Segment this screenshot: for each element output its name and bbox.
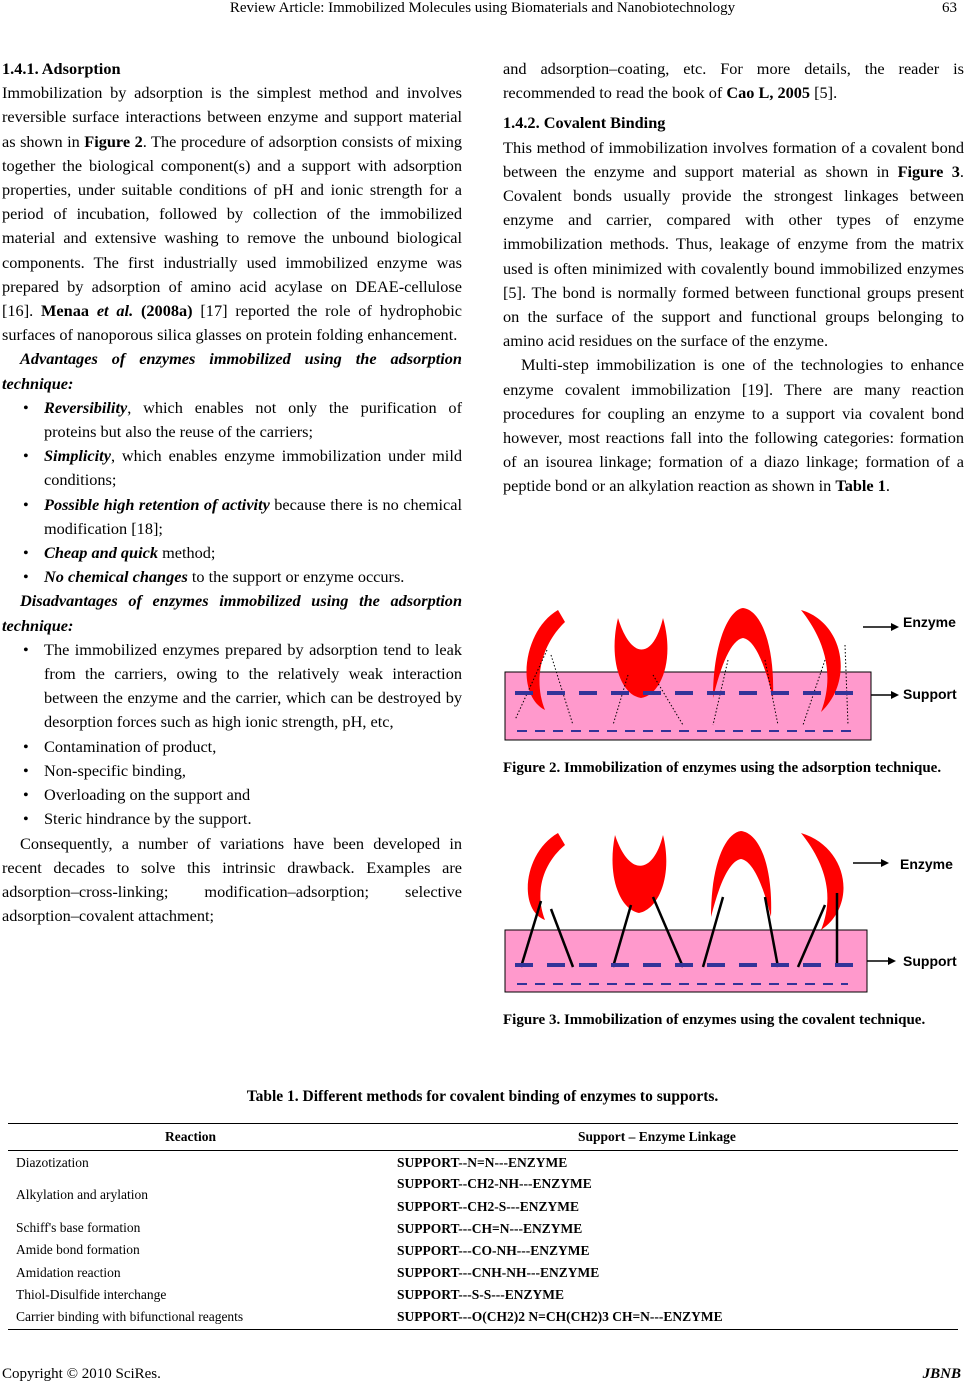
item-text: to the support or enzyme occurs. <box>187 567 405 587</box>
text: Immobilization by adsorption is the simplest method and involves reversible surface interactions between enzyme and support material as shown in <box>2 83 462 151</box>
table-cell-linkage: SUPPORT---O(CH2)2 N=CH(CH2)3 CH=N---ENZYME <box>397 1309 723 1324</box>
table-cell-reaction: Carrier binding with bifunctional reagents <box>16 1309 244 1324</box>
paragraph-continuation <box>503 57 964 105</box>
text: [5]. <box>810 83 838 103</box>
item-term: Possible high retention of activity <box>44 494 270 514</box>
text: . Covalent bonds usually provide the strongest linkages between enzyme and carrier, compared with other types of enzyme immobilization methods. Thus, leakage of enzyme from the matrix used is often minimized with covalently bound immobilized enzymes [5]. The bond is normally formed between functional groups present on the surface of the support and functional groups belonging to amino acid residues on the surface of the enzyme. <box>503 161 964 351</box>
left-column <box>2 57 462 928</box>
figure-ref: Figure 2 <box>84 131 143 151</box>
paragraph-multistep <box>503 353 964 498</box>
item-text: because there is no chemical modification [18]; <box>44 494 462 538</box>
item-term: Simplicity <box>44 446 111 466</box>
figure-ref: Figure 3 <box>897 161 960 181</box>
fig2-label-enzyme: Enzyme <box>903 614 956 630</box>
table-cell-reaction: Alkylation and arylation <box>16 1187 148 1202</box>
table-header-rule <box>8 1150 958 1151</box>
text: . <box>885 476 890 496</box>
author-ref: Menaa <box>41 301 89 321</box>
table-title: Table 1. Different methods for covalent binding of enzymes to supports. <box>246 1088 719 1105</box>
arrowhead <box>891 691 899 699</box>
item-term: No chemical changes <box>44 567 188 587</box>
fig3-label-support: Support <box>903 953 957 969</box>
enzyme-shape <box>528 833 565 920</box>
column-header-linkage: Support – Enzyme Linkage <box>578 1129 736 1144</box>
table-bottom-rule <box>8 1329 958 1330</box>
fig3-label-enzyme: Enzyme <box>900 856 953 872</box>
item-text: method; <box>158 543 216 563</box>
table-cell-linkage: SUPPORT---S-S---ENZYME <box>397 1287 565 1302</box>
table-cell-linkage: SUPPORT---CH=N---ENZYME <box>397 1221 583 1236</box>
book-ref: Cao L, 2005 <box>726 83 811 103</box>
item-text: , which enables not only the purification of proteins but also the reuse of the carriers; <box>44 397 462 442</box>
text: [17] reported the role of hydrophobic surfaces of nanoporous silica glasses on protein folding enhancement. <box>2 301 463 345</box>
table-cell-reaction: Diazotization <box>16 1155 89 1170</box>
paragraph-covalent <box>503 136 964 354</box>
list-item: • Non-specific binding, <box>2 759 462 783</box>
list-item <box>2 493 462 541</box>
list-item <box>2 444 462 492</box>
support-block <box>505 930 867 992</box>
advantages-heading: Advantages of enzymes immobilized using the adsorption technique: <box>2 349 462 393</box>
advantages-list <box>2 396 462 590</box>
arrowhead <box>891 623 899 631</box>
item-term: Cheap and quick <box>44 543 158 563</box>
disadvantages-list <box>2 638 462 832</box>
table-cell-reaction: Amide bond formation <box>16 1242 140 1257</box>
figure-3-diagram <box>503 825 965 995</box>
running-header <box>0 0 965 22</box>
header-title: Review Article: Immobilized Molecules using Biomaterials and Nanobiotechnology <box>229 0 736 16</box>
column-header-reaction: Reaction <box>165 1129 216 1144</box>
figure-2-diagram <box>503 600 965 750</box>
journal-abbrev: JBNB <box>922 1366 961 1382</box>
section-heading-adsorption: 1.4.1. Adsorption <box>2 59 121 78</box>
table-cell-reaction: Thiol-Disulfide interchange <box>16 1287 167 1302</box>
list-item: • Steric hindrance by the support. <box>2 807 462 831</box>
text: and adsorption–coating, etc. For more details, the reader is recommended to read the book of <box>503 59 964 103</box>
disadvantages-heading: Disadvantages of enzymes immobilized using the adsorption technique: <box>2 591 462 635</box>
list-item: • Overloading on the support and <box>2 783 462 807</box>
list-item: • Contamination of product, <box>2 735 462 759</box>
list-item: • The immobilized enzymes prepared by adsorption tend to leak from the carriers, owing to the relatively weak interaction between the enzyme and the carrier, which can be destroyed by desorption forces such as high ionic strength, pH, etc, <box>2 638 462 735</box>
fig2-label-support: Support <box>903 686 957 702</box>
arrowhead <box>881 859 889 867</box>
item-text: , which enables enzyme immobilization under mild conditions; <box>44 446 462 490</box>
figure-3-caption: Figure 3. Immobilization of enzymes using the covalent technique. <box>503 1012 926 1028</box>
item-term: Reversibility <box>44 397 128 417</box>
list-item <box>2 541 462 565</box>
list-item <box>2 396 462 444</box>
enzyme-shape <box>612 835 666 913</box>
paragraph-adsorption <box>2 81 462 347</box>
arrowhead <box>888 957 896 965</box>
copyright-notice: Copyright © 2010 SciRes. <box>2 1366 161 1382</box>
section-heading-covalent: 1.4.2. Covalent Binding <box>503 113 666 133</box>
paragraph-consequently: Consequently, a number of variations have been developed in recent decades to solve this intrinsic drawback. Examples are adsorption–cross-linking; modification–adsorption; selective adsorption–covalent attachment; <box>2 833 462 926</box>
table-ref: Table 1 <box>835 476 886 496</box>
text: This method of immobilization involves formation of a covalent bond between the enzyme and support material as shown in <box>503 137 964 181</box>
page-number: 63 <box>942 0 957 16</box>
table-cell-reaction: Schiff's base formation <box>16 1220 141 1235</box>
text: Multi-step immobilization is one of the technologies to enhance enzyme covalent immobilization [19]. There are many reaction procedures for coupling an enzyme to a support via covalent bond however, most reactions fall into the following categories: formation of an isourea linkage; formation of a diazo linkage; formation of a peptide bond or an alkylation reaction as shown in <box>503 355 964 496</box>
table-cell-linkage: SUPPORT--CH2-S---ENZYME <box>397 1199 580 1214</box>
table-cell-linkage: SUPPORT---CNH-NH---ENZYME <box>397 1265 600 1280</box>
table-top-rule <box>8 1123 958 1124</box>
figure-2-caption: Figure 2. Immobilization of enzymes using the adsorption technique. <box>503 760 942 776</box>
text: . The procedure of adsorption consists of mixing together the biological component(s) and a support with adsorption properties, under suitable conditions of pH and ionic strength for a period of incubation, followed by collection of the immobilized material and extensive washing to remove the unbound biological components. The first industrially used immobilized enzyme was prepared by adsorption of amino acid acylase on DEAE-cellulose [16]. <box>2 131 462 321</box>
table-cell-linkage: SUPPORT--N=N---ENZYME <box>397 1155 568 1170</box>
table-cell-reaction: Amidation reaction <box>16 1265 121 1280</box>
list-item <box>2 565 462 589</box>
table-cell-linkage: SUPPORT---CO-NH---ENZYME <box>397 1243 590 1258</box>
table-cell-linkage: SUPPORT--CH2-NH---ENZYME <box>397 1176 592 1191</box>
author-year: (2008a) <box>133 301 193 321</box>
author-etal: et al. <box>88 301 134 321</box>
right-column <box>503 57 964 499</box>
